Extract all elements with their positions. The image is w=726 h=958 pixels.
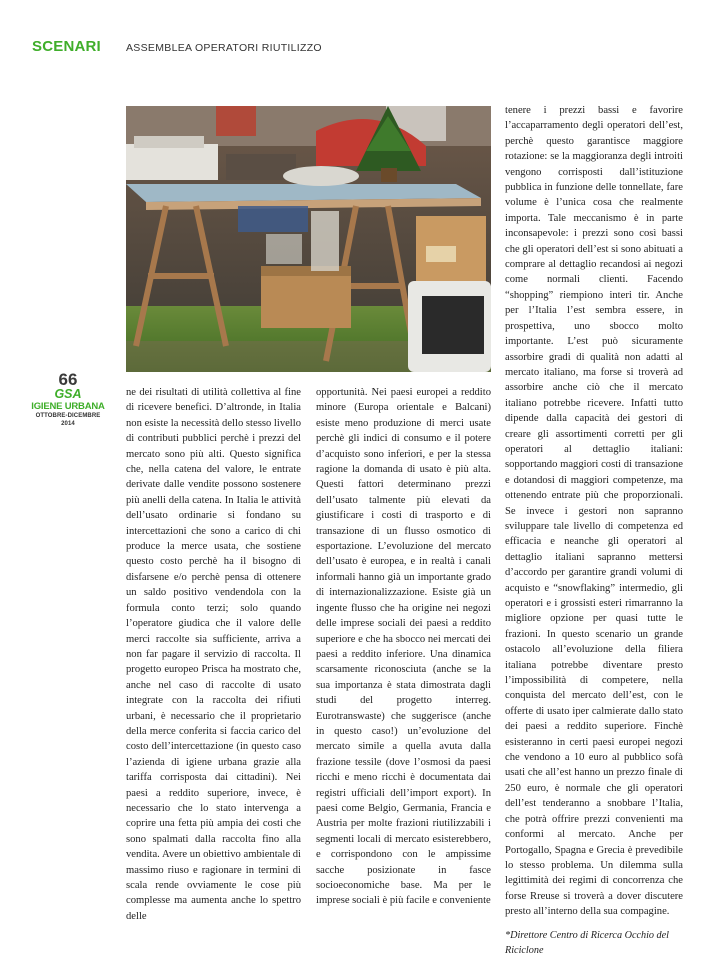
author-footnote: *Direttore Centro di Ricerca Occhio del Riciclone <box>505 929 669 956</box>
page-folio <box>30 371 106 428</box>
section-label: SCENARI <box>32 38 101 55</box>
flea-market-stall-photo <box>126 106 491 372</box>
column-3-text: tenere i prezzi bassi e favorire l’accaparramento degli operatori dell’est, perchè questo garantisce maggiore rotazione: se la maggioranza degli introiti vengono corrisposti dall’istituzione pubblica in funzione delle tonnellate, fare volume è l’unica cosa che realmente importa. Tale meccanismo è in parte inconsapevole: i prezzi sono così bassi che gli operatori dell’est si sono abituati a comprare al dettaglio recandosi ai negozi come normali clienti. Facendo “shopping” riempiono interi tir. Anche per l’Italia l’est sembra essere, in prospettiva, uno sbocco molto importante. L’est può sicuramente assorbire gradi di qualità non adatti al mercato italiano, ma forse si troverà ad assorbire anche ciò che il mercato italiano potrebbe ricevere. Infatti tutto dipende dalla capacità dei gestori di creare gli assortimenti corretti per gli operatori al dettaglio italiani: sopportando maggiori costi di transazione e dotandosi di maggiori competenze, ma ottenendo entrate più che proporzionali. Se invece i gestori non sapranno sviluppare tale livello di competenza ed efficacia e neanche gli operatori al dettaglio italiani sapranno mettersi d’accordo per garantire grandi volumi di acquisto e “snowflaking” intermedio, gli operatori e i grossisti esteri rimarranno la migliore opzione per quasi tutte le frazioni. In questo scenario un grande ostacolo all’evoluzione della filiera italiana potrebbe diventare presto l’impossibilità di competere, nella conquista del mercato dell’est, con le offerte di usato iper calmierate dallo stato dei paesi a reddito superiore. Finchè esisteranno in certi paesi europei negozi che vendono a 10 euro al pubblico sofà usati che all’est hanno un prezzo finale di 250 euro, è normale che gli operatori dell’est tenderanno a snobbare l’Italia, che potrà offrire prezzi convenienti ma conformi al mercato. Anche per Portogallo, Spagna e Grecia è prevedibile lo stesso problema. Un dilemma sulla legittimità dei regimi di concorrenza che forse Rreuse si troverà a dover discutere presto all’interno della sua compagine. <box>505 105 683 918</box>
magazine-logo: GSA <box>54 387 82 401</box>
flea-market-photo <box>126 106 491 372</box>
column-1-text: ne dei risultati di utilità collettiva al fine di ricevere benefici. D’altronde, in Italia non esiste la necessità dello stesso livello di contributi pubblici perchè i prezzi del mercato sono più alti. Questo significa che, nella catena del valore, le entrate derivate dalle vendite possono sostenere più anelli della catena. In Italia le attività dell’usato ordinarie si fondano su intercettazioni che sono a carico di chi produce la merce usata, che sostiene questo costo perchè ha il bisogno di disfarsene e/o perchè pensa di ottenere un saldo positivo vendendola con la formula conto terzi; solo quando l’operatore giudica che il valore delle merci raccolte sia sufficiente, arriva a non far pagare il servizio di raccolta. Il progetto europeo Prisca ha mostrato che, anche nel caso di raccolte di usato integrate con la raccolta dei rifiuti urbani, è necessario che il proprietario della merce conferita si faccia carico del costo dell’intercettazione (in questo caso l’azienda di igiene urbana grazie alla tariffa corrisposta dai cittadini). Nei paesi a reddito superiore, invece, è necessario che lo stato intervenga a coprire una fetta più ampia dei costi che sono spalmati dalla raccolta fino alla vendita. Avere un obiettivo ambientale di massimo riuso e ragionare in termini di scala rende ovviamente le cose più complesse ma aumenta anche lo spettro delle <box>126 387 301 922</box>
article-column-1 <box>126 385 301 922</box>
article-column-2 <box>316 385 491 907</box>
column-2-text: opportunità. Nei paesi europei a reddito minore (Europa orientale e Balcani) esiste meno produzione di merci usate perchè gli indici di consumo e il potere d’acquisto sono inferiori, e per la stessa ragione la domanda di usato è più alta. Questi fattori determinano prezzi dell’usato talmente più elevati da giustificare i costi di trasporto e di transazione di un flusso osmotico di esportazione. L’evoluzione del mercato dell’usato è europea, e in realtà i canali informali hanno già un importante grado di internazionalizzazione. Esiste già un ingente flusso che ha origine nei negozi delle imprese sociali dei paesi a reddito superiore e che ha sbocco nei mercati dei paesi a reddito inferiore. Una dinamica scarsamente riconosciuta (anche se la sua importanza è stata dimostrata dagli studi del progetto interreg. Eurotranswaste) che suggerisce (anche in questo caso!) un’evoluzione del mercato simile a quella avuta dalla frazione tessile (dove l’osmosi da paesi ricchi e meno ricchi è documentata dai registri ufficiali dell’import export). In paesi come Belgio, Germania, Francia e Austria per molte frazioni riutilizzabili i segmenti locali di mercato esisterebbero, e corrispondono con le ampissime sacche posizionate in fasce socioeconomiche base. Ma per le imprese sociali è più facile e conveniente <box>316 387 491 907</box>
page-header-title: ASSEMBLEA OPERATORI RIUTILIZZO <box>126 42 322 54</box>
magazine-subtitle: IGIENE URBANA <box>31 401 105 412</box>
issue-date: OTTOBRE-DICEMBRE 2014 <box>35 413 101 427</box>
page-number: 66 <box>58 370 78 389</box>
article-column-3 <box>505 103 683 956</box>
